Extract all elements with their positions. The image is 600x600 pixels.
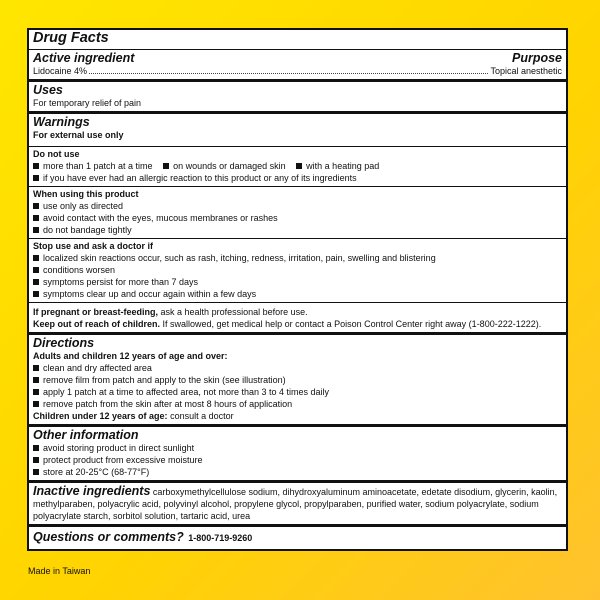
pregnancy-section [29, 302, 566, 332]
bullet-square-icon [33, 457, 39, 463]
list-item: if you have ever had an allergic reaction to this product or any of its ingredients [33, 172, 562, 184]
bullet-square-icon [33, 377, 39, 383]
dot-leader [89, 72, 488, 74]
list-item: clean and dry affected area [33, 362, 562, 374]
bullet-square-icon [33, 291, 39, 297]
list-item: remove patch from the skin after at most 8 hours of application [33, 398, 562, 410]
inactive-ingredients-text: Inactive ingredients carboxymethylcellulose sodium, dihydroxyaluminum aminoacetate, edetate disodium, glycerin, kaolin, methylparaben, polyacrylic acid, polyvinyl alcohol, propylene glycol, propylparaben, purified water, sodium polyacrylate, sodium polyacrylate starch, sorbitol solution, tartaric acid, urea [33, 484, 558, 521]
list-item: use only as directed [33, 200, 562, 212]
pregnancy-warning: If pregnant or breast-feeding, ask a health professional before use. [33, 307, 308, 317]
adults-heading: Adults and children 12 years of age and over: [33, 351, 228, 361]
bullet-square-icon [33, 279, 39, 285]
purpose-value: Topical anesthetic [490, 66, 562, 76]
do-not-use-section [29, 146, 566, 186]
bullet-square-icon [33, 267, 39, 273]
bullet-square-icon [296, 163, 302, 169]
stop-use-section [29, 238, 566, 302]
do-not-use-heading: Do not use [33, 149, 80, 159]
bullet-square-icon [33, 203, 39, 209]
list-item: localized skin reactions occur, such as rash, itching, redness, irritation, pain, swelling and blistering [33, 252, 562, 264]
bullet-square-icon [33, 389, 39, 395]
when-using-heading: When using this product [33, 189, 139, 199]
stop-use-heading: Stop use and ask a doctor if [33, 241, 154, 251]
questions-section [29, 524, 566, 549]
other-information-heading: Other information [33, 428, 139, 442]
bullet-square-icon [33, 227, 39, 233]
bullet-square-icon [33, 215, 39, 221]
active-ingredient-heading: Active ingredient [33, 51, 135, 65]
list-item: avoid contact with the eyes, mucous membranes or rashes [33, 212, 562, 224]
list-item: do not bandage tightly [33, 224, 562, 236]
bullet-square-icon [33, 175, 39, 181]
list-item: symptoms persist for more than 7 days [33, 276, 562, 288]
list-item: symptoms clear up and occur again within a few days [33, 288, 562, 300]
inactive-ingredients-heading: Inactive ingredients [33, 484, 151, 498]
keep-out-warning: Keep out of reach of children. If swallowed, get medical help or contact a Poison Control Center right away (1-800-222-1222). [33, 319, 542, 329]
bullet-square-icon [33, 255, 39, 261]
bullet-square-icon [33, 365, 39, 371]
questions-phone: 1-800-719-9260 [188, 533, 253, 543]
list-item: remove film from patch and apply to the skin (see illustration) [33, 374, 562, 386]
purpose-heading: Purpose [511, 51, 562, 65]
when-using-section [29, 186, 566, 238]
list-item: store at 20-25°C (68-77°F) [33, 466, 562, 478]
warnings-section [29, 111, 566, 146]
list-item: apply 1 patch at a time to affected area, not more than 3 to 4 times daily [33, 386, 562, 398]
directions-section [29, 332, 566, 424]
list-item: conditions worsen [33, 264, 562, 276]
external-use-text: For external use only [33, 130, 124, 140]
bullet-square-icon [163, 163, 169, 169]
bullet-square-icon [33, 445, 39, 451]
bullet-square-icon [33, 401, 39, 407]
children-direction: Children under 12 years of age: consult a doctor [33, 411, 234, 421]
list-item: protect product from excessive moisture [33, 454, 562, 466]
warnings-heading: Warnings [33, 115, 90, 129]
list-item: avoid storing product in direct sunlight [33, 442, 562, 454]
drug-facts-title: Drug Facts [33, 30, 109, 46]
bullet-square-icon [33, 469, 39, 475]
drug-facts-panel [27, 28, 568, 551]
list-item: more than 1 patch at a time on wounds or damaged skin with a heating pad [33, 160, 562, 172]
directions-heading: Directions [33, 336, 95, 350]
uses-section [29, 79, 566, 111]
uses-heading: Uses [33, 83, 63, 97]
inactive-ingredients-section [29, 480, 566, 524]
active-ingredient-value: Lidocaine 4% [33, 66, 88, 76]
questions-heading: Questions or comments? [33, 530, 184, 544]
bullet-square-icon [33, 163, 39, 169]
uses-text: For temporary relief of pain [33, 98, 142, 108]
made-in-text: Made in Taiwan [28, 566, 91, 576]
active-ingredient-section [29, 49, 566, 79]
other-information-section [29, 424, 566, 480]
drug-facts-title-section [29, 30, 566, 49]
